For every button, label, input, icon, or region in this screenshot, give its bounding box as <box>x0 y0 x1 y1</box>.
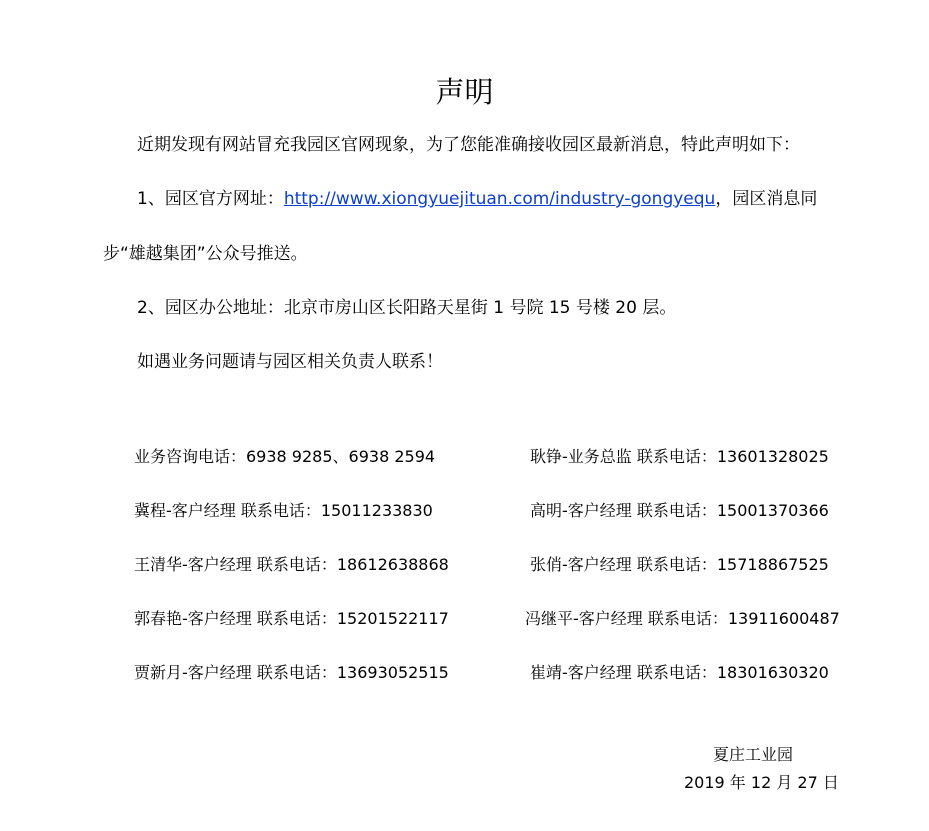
signature-organization: 夏庄工业园 <box>713 745 794 764</box>
contact-manager: 冀程-客户经理 联系电话：15011233830 <box>134 501 433 520</box>
contact-manager: 王清华-客户经理 联系电话：18612638868 <box>134 555 449 574</box>
signature-date: 2019 年 12 月 27 日 <box>684 773 839 792</box>
contact-manager: 崔靖-客户经理 联系电话：18301630320 <box>530 663 829 682</box>
website-item-prefix: 1、园区官方网址： <box>137 189 284 209</box>
website-item-continuation: 步“雄越集团”公众号推送。 <box>103 244 308 264</box>
page-title: 声明 <box>435 75 494 109</box>
contact-manager: 冯继平-客户经理 联系电话：13911600487 <box>525 609 840 628</box>
contact-manager: 贾新月-客户经理 联系电话：13693052515 <box>134 663 449 682</box>
closing-paragraph: 如遇业务问题请与园区相关负责人联系！ <box>137 352 443 372</box>
contact-manager: 张俏-客户经理 联系电话：15718867525 <box>530 555 829 574</box>
contact-manager: 高明-客户经理 联系电话：15001370366 <box>530 501 829 520</box>
office-address-item: 2、园区办公地址：北京市房山区长阳路天星街 1 号院 15 号楼 20 层。 <box>137 298 677 318</box>
website-item-suffix: ，园区消息同 <box>715 189 818 209</box>
website-item <box>137 187 817 211</box>
contact-business-hotline: 业务咨询电话：6938 9285、6938 2594 <box>134 447 436 466</box>
official-website-link[interactable]: http://www.xiongyuejituan.com/industry-gongyequ <box>283 189 716 209</box>
contact-manager: 郭春艳-客户经理 联系电话：15201522117 <box>134 609 449 628</box>
contact-business-director: 耿铮-业务总监 联系电话：13601328025 <box>530 447 829 466</box>
intro-paragraph: 近期发现有网站冒充我园区官网现象，为了您能准确接收园区最新消息，特此声明如下： <box>137 135 800 155</box>
